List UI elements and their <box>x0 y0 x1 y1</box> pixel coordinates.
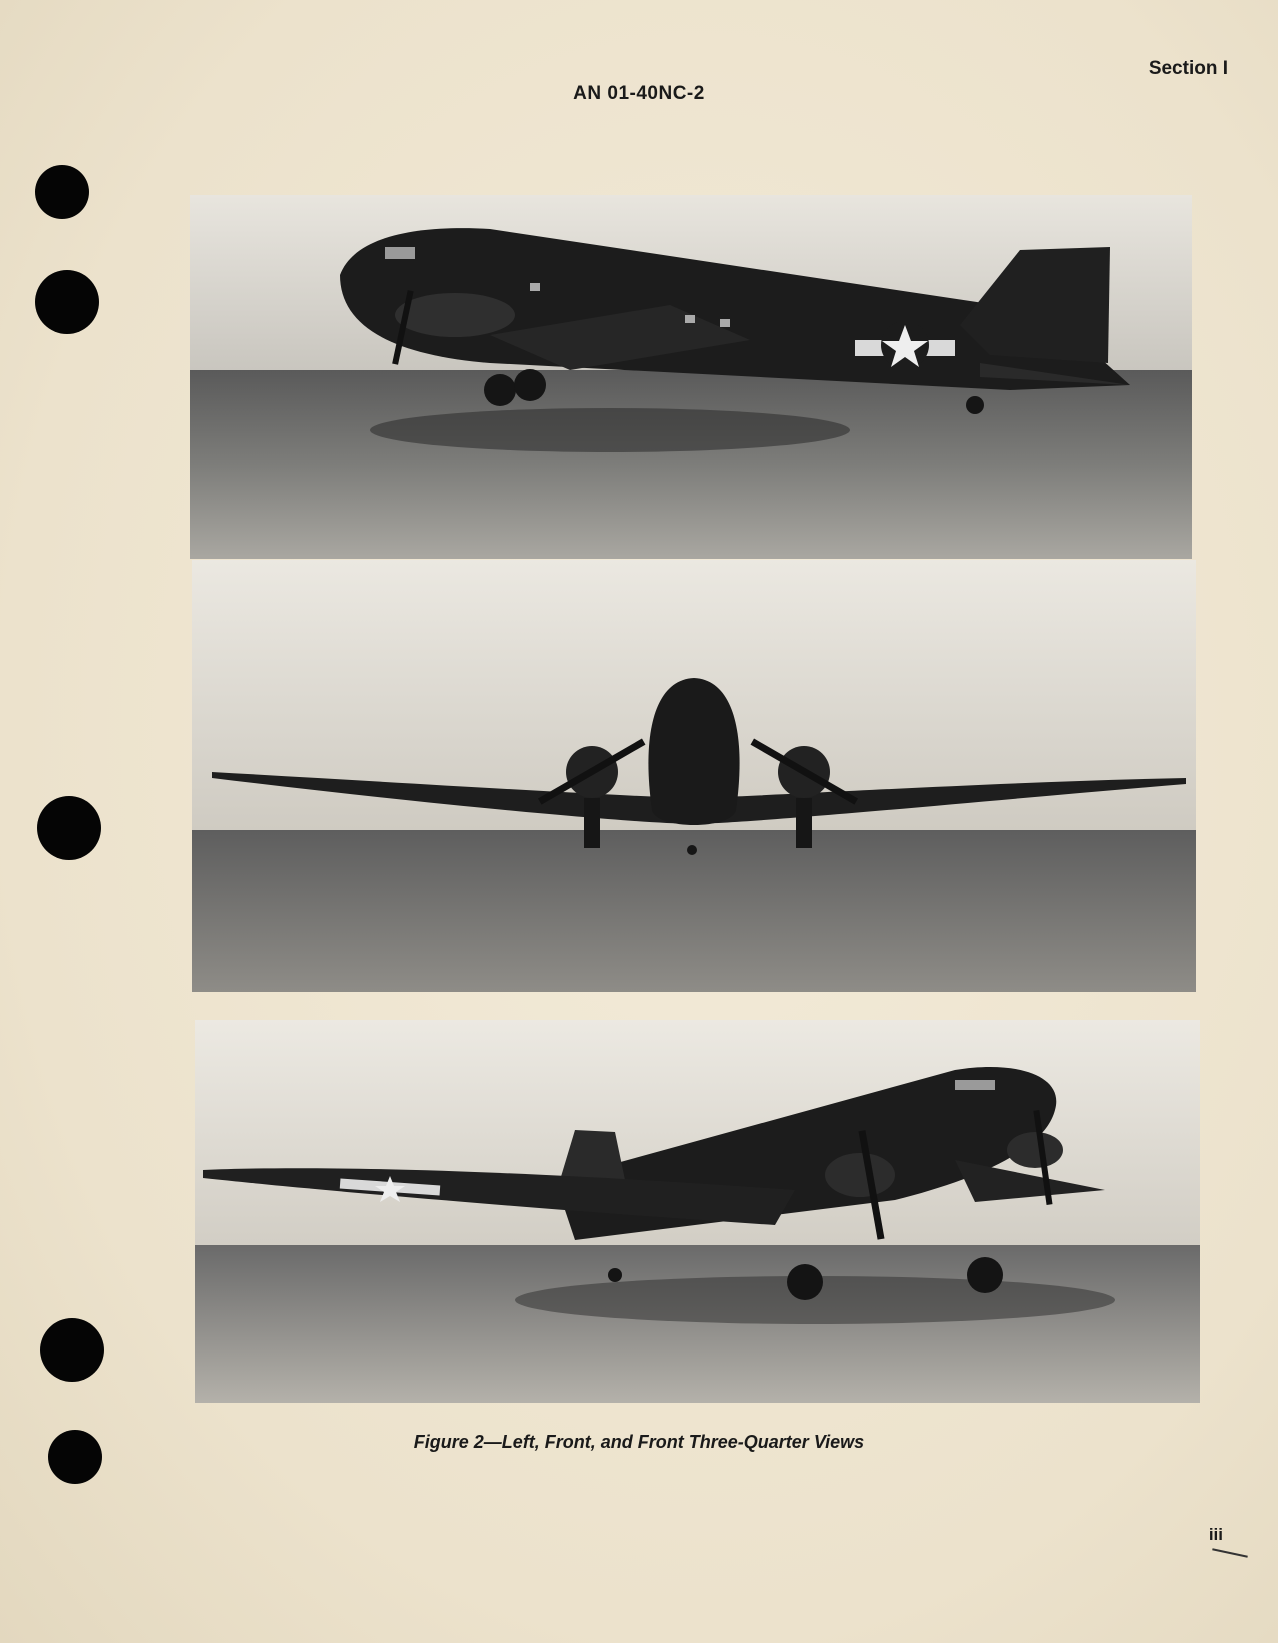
binder-hole <box>35 270 99 334</box>
figure-caption: Figure 2—Left, Front, and Front Three-Quarter Views <box>413 1432 865 1452</box>
binder-hole <box>37 796 101 860</box>
document-number: AN 01-40NC-2 <box>573 83 705 104</box>
front-view-image <box>192 560 1196 992</box>
three-quarter-view-photo <box>195 1020 1200 1403</box>
binder-hole <box>40 1318 104 1382</box>
left-view-image <box>190 195 1192 559</box>
page-number: iii <box>1208 1525 1223 1544</box>
page-mark <box>1212 1548 1248 1557</box>
left-view-photo <box>190 195 1192 559</box>
section-label: Section I <box>1148 58 1228 79</box>
three-quarter-view-image <box>195 1020 1200 1403</box>
front-view-photo <box>192 560 1196 992</box>
binder-hole <box>35 165 89 219</box>
